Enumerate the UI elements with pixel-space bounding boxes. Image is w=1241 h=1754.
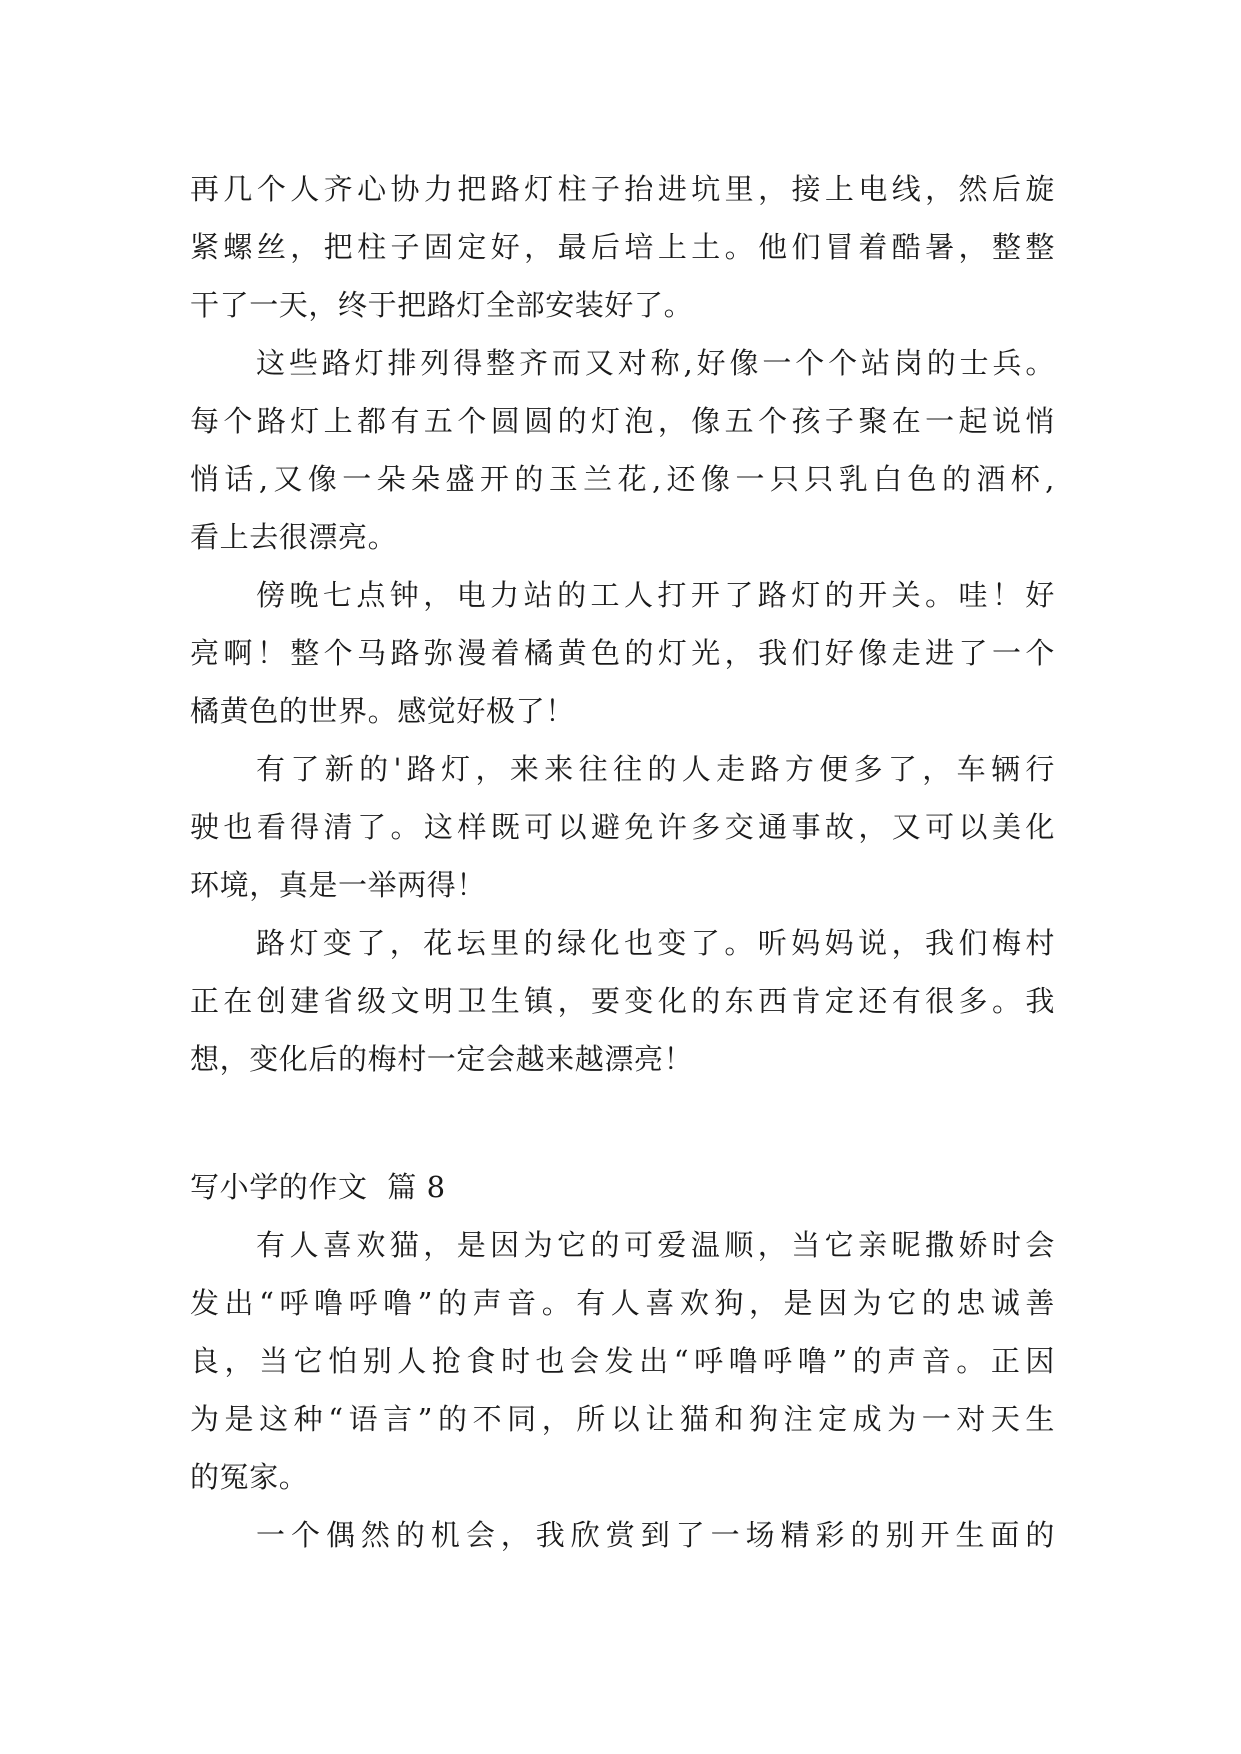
document-page [190, 160, 1055, 1564]
text-line: 亮啊！整个马路弥漫着橘黄色的灯光，我们好像走进了一个 [190, 636, 1055, 670]
text-line: 这些路灯排列得整齐而又对称,好像一个个站岗的士兵。 [256, 346, 1055, 380]
text-line: 紧螺丝，把柱子固定好，最后培上土。他们冒着酷暑，整整 [190, 230, 1055, 264]
paragraph-streetlight-installation [190, 160, 1055, 334]
paragraph-lights-on [190, 566, 1055, 740]
essay-heading: 写小学的作文 篇 8 [190, 1170, 446, 1204]
section-spacer [190, 1088, 1055, 1146]
text-line: 为是这种“语言”的不同，所以让猫和狗注定成为一对天生 [190, 1402, 1055, 1436]
text-line: 有了新的'路灯，来来往往的人走路方便多了，车辆行 [256, 752, 1055, 786]
text-line: 的冤家。 [190, 1460, 309, 1494]
text-line: 一个偶然的机会，我欣赏到了一场精彩的别开生面的 [256, 1518, 1055, 1552]
text-line: 想，变化后的梅村一定会越来越漂亮！ [190, 1042, 694, 1076]
text-line: 傍晚七点钟，电力站的工人打开了路灯的开关。哇！好 [256, 578, 1055, 612]
paragraph-conclusion [190, 914, 1055, 1088]
paragraph-opportunity [190, 1506, 1055, 1564]
text-line: 悄话,又像一朵朵盛开的玉兰花,还像一只只乳白色的酒杯, [190, 462, 1055, 496]
text-line: 看上去很漂亮。 [190, 520, 398, 554]
text-line: 每个路灯上都有五个圆圆的灯泡，像五个孩子聚在一起说悄 [190, 404, 1055, 438]
text-line: 干了一天，终于把路灯全部安装好了。 [190, 288, 694, 322]
text-line: 有人喜欢猫，是因为它的可爱温顺，当它亲昵撒娇时会 [256, 1228, 1055, 1262]
paragraph-benefits [190, 740, 1055, 914]
text-line: 正在创建省级文明卫生镇，要变化的东西肯定还有很多。我 [190, 984, 1055, 1018]
text-line: 再几个人齐心协力把路灯柱子抬进坑里，接上电线，然后旋 [190, 172, 1055, 206]
text-line: 橘黄色的世界。感觉好极了！ [190, 694, 575, 728]
text-line: 驶也看得清了。这样既可以避免许多交通事故，又可以美化 [190, 810, 1055, 844]
text-line: 发出“呼噜呼噜”的声音。有人喜欢狗，是因为它的忠诚善 [190, 1286, 1055, 1320]
paragraph-streetlight-description [190, 334, 1055, 566]
text-line: 良，当它怕别人抢食时也会发出“呼噜呼噜”的声音。正因 [190, 1344, 1055, 1378]
text-line: 环境，真是一举两得！ [190, 868, 487, 902]
text-line: 路灯变了，花坛里的绿化也变了。听妈妈说，我们梅村 [256, 926, 1055, 960]
paragraph-cats-and-dogs [190, 1216, 1055, 1506]
